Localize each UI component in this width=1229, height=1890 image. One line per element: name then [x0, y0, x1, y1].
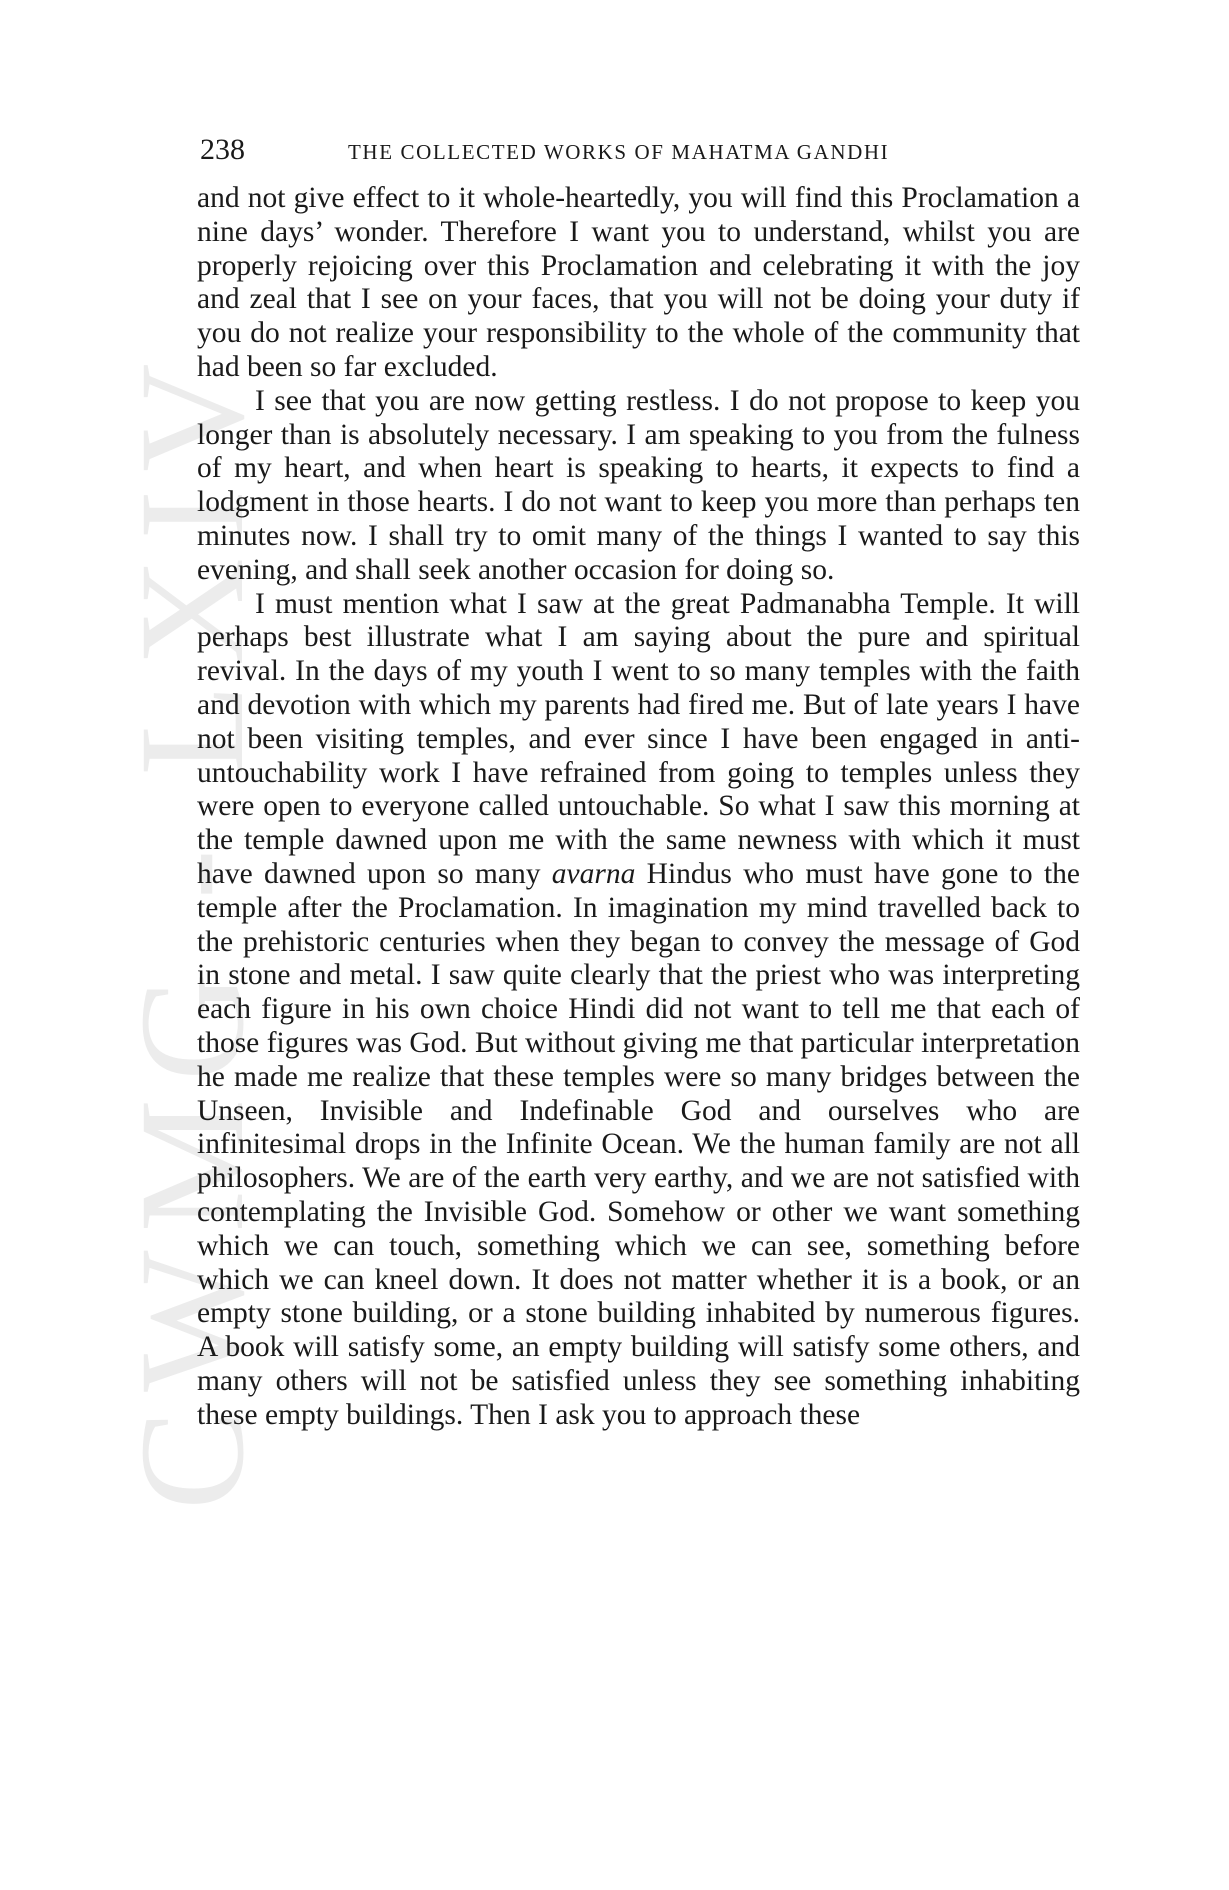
italic-term: avarna	[551, 857, 636, 890]
paragraph-1	[197, 182, 1080, 385]
paragraph-text: I must mention what I saw at the great Padmanabha Temple. It will perhaps best illustrate what I am saying about the pure and spiritual revival. In the days of my youth I went to so many temples with the faith and devotion with which my parents had fired me. But of late years I have not been visiting temples, and ever since I have been engaged in anti-untouchability work I have refrained from going to temples unless they were open to everyone called untouchable. So what I saw this morning at the temple dawned upon me with the same newness with which it must have dawned upon so many	[197, 587, 1080, 890]
paragraph-2	[197, 385, 1080, 588]
page-number: 238	[200, 133, 245, 166]
watermark: CWMG - LXIV	[109, 345, 275, 1510]
paragraph-text: I see that you are now getting restless. I do not propose to keep you longer than is absolutely necessary. I am speaking to you from the fulness of my heart, and when heart is speaking to hearts, it expects to find a lodgment in those hearts. I do not want to keep you more than perhaps ten minutes now. I shall try to omit many of the things I wanted to say this evening, and shall seek another occasion for doing so.	[197, 384, 1080, 586]
body-text	[197, 182, 1080, 1432]
paragraph-text-continued: Hindus who must have gone to the temple after the Proclamation. In imagination my mind travelled back to the prehistoric centuries when they began to convey the message of God in stone and metal. I saw quite clearly that the priest who was interpreting each figure in his own choice Hindi did not want to tell me that each of those figures was God. But without giving me that particular interpretation he made me realize that these temples were so many bridges between the Unseen, Invisible and Indefinable God and ourselves who are infinitesimal drops in the Infinite Ocean. We the human family are not all philosophers. We are of the earth very earthy, and we are not satisfied with contemplating the Invisible God. Somehow or other we want something which we can touch, something which we can see, something before which we can kneel down. It does not matter whether it is a book, or an empty stone building, or a stone building inhabited by numerous figures. A book will satisfy some, an empty building will satisfy some others, and many others will not be satisfied unless they see something inhabiting these empty buildings. Then I ask you to approach these	[197, 857, 1080, 1431]
running-head	[200, 130, 1080, 170]
paragraph-text: and not give effect to it whole-heartedly, you will find this Proclamation a nine days’ wonder. Therefore I want you to understand, whilst you are properly rejoicing over this Proclamation and celebrating it with the joy and zeal that I see on your faces, that you will not be doing your duty if you do not realize your responsibility to the whole of the community that had been so far excluded.	[197, 182, 1080, 383]
running-head-title: THE COLLECTED WORKS OF MAHATMA GANDHI	[348, 140, 890, 164]
paragraph-3	[197, 588, 1080, 1433]
